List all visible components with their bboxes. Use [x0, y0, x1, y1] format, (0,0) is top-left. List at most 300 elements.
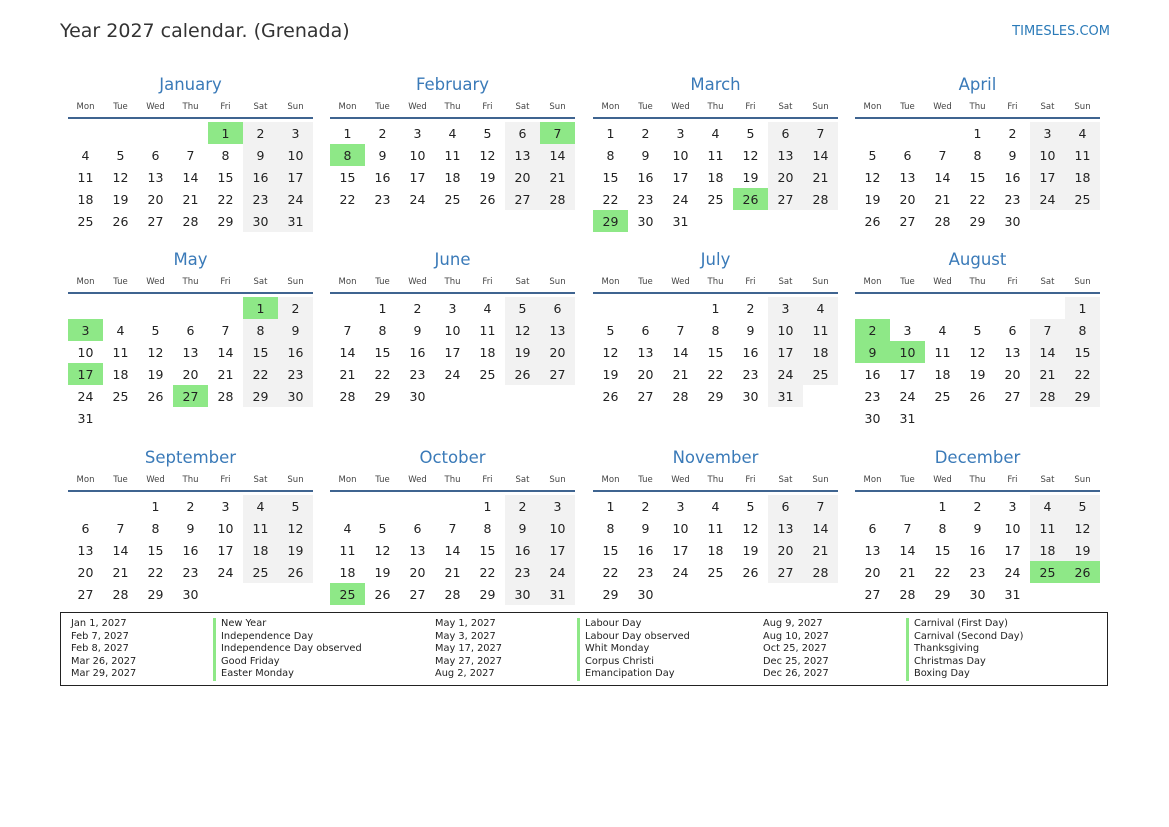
day-cell[interactable]: 30 [505, 583, 540, 605]
day-cell[interactable]: 30 [243, 210, 278, 232]
day-cell[interactable]: 25 [707, 191, 724, 207]
day-cell[interactable]: 31 [672, 213, 689, 229]
day-cell[interactable]: 17 [278, 166, 313, 188]
day-cell[interactable]: 25 [934, 388, 951, 404]
day-cell[interactable]: 31 [540, 583, 575, 605]
day-cell[interactable]: 6 [151, 147, 160, 163]
day-cell[interactable]: 3 [221, 498, 230, 514]
day-cell[interactable]: 8 [1065, 319, 1100, 341]
day-cell[interactable]: 12 [602, 344, 619, 360]
day-cell[interactable]: 11 [77, 169, 94, 185]
day-cell[interactable]: 26 [278, 561, 313, 583]
day-cell[interactable]: 3 [1030, 122, 1065, 144]
day-cell[interactable]: 13 [147, 169, 164, 185]
day-cell[interactable]: 9 [413, 322, 422, 338]
day-cell[interactable]: 4 [81, 147, 90, 163]
day-cell[interactable]: 4 [938, 322, 947, 338]
holiday-day-cell[interactable]: 8 [330, 144, 365, 166]
day-cell[interactable]: 31 [278, 210, 313, 232]
day-cell[interactable]: 25 [707, 564, 724, 580]
day-cell[interactable]: 27 [637, 388, 654, 404]
day-cell[interactable]: 23 [409, 366, 426, 382]
day-cell[interactable]: 24 [1004, 564, 1021, 580]
day-cell[interactable]: 27 [768, 561, 803, 583]
day-cell[interactable]: 25 [1065, 188, 1100, 210]
day-cell[interactable]: 9 [641, 147, 650, 163]
day-cell[interactable]: 15 [969, 169, 986, 185]
day-cell[interactable]: 12 [742, 147, 759, 163]
day-cell[interactable]: 26 [112, 213, 129, 229]
day-cell[interactable]: 28 [444, 586, 461, 602]
day-cell[interactable]: 7 [343, 322, 352, 338]
day-cell[interactable]: 27 [77, 586, 94, 602]
holiday-day-cell[interactable]: 27 [173, 385, 208, 407]
day-cell[interactable]: 4 [343, 520, 352, 536]
day-cell[interactable]: 10 [77, 344, 94, 360]
day-cell[interactable]: 27 [409, 586, 426, 602]
day-cell[interactable]: 12 [112, 169, 129, 185]
day-cell[interactable]: 23 [969, 564, 986, 580]
day-cell[interactable]: 14 [217, 344, 234, 360]
day-cell[interactable]: 19 [147, 366, 164, 382]
day-cell[interactable]: 21 [182, 191, 199, 207]
day-cell[interactable]: 11 [1065, 144, 1100, 166]
day-cell[interactable]: 28 [217, 388, 234, 404]
day-cell[interactable]: 15 [217, 169, 234, 185]
day-cell[interactable]: 10 [217, 520, 234, 536]
holiday-day-cell[interactable]: 26 [1065, 561, 1100, 583]
day-cell[interactable]: 29 [243, 385, 278, 407]
day-cell[interactable]: 19 [602, 366, 619, 382]
day-cell[interactable]: 1 [973, 125, 982, 141]
day-cell[interactable]: 8 [973, 147, 982, 163]
day-cell[interactable]: 13 [182, 344, 199, 360]
day-cell[interactable]: 11 [707, 520, 724, 536]
day-cell[interactable]: 30 [637, 586, 654, 602]
day-cell[interactable]: 21 [803, 539, 838, 561]
day-cell[interactable]: 2 [746, 300, 755, 316]
day-cell[interactable]: 19 [278, 539, 313, 561]
day-cell[interactable]: 25 [77, 213, 94, 229]
day-cell[interactable]: 30 [637, 213, 654, 229]
day-cell[interactable]: 24 [672, 564, 689, 580]
day-cell[interactable]: 16 [505, 539, 540, 561]
day-cell[interactable]: 27 [899, 213, 916, 229]
day-cell[interactable]: 28 [339, 388, 356, 404]
day-cell[interactable]: 29 [1065, 385, 1100, 407]
day-cell[interactable]: 2 [641, 498, 650, 514]
holiday-day-cell[interactable]: 17 [68, 363, 103, 385]
day-cell[interactable]: 23 [1004, 191, 1021, 207]
day-cell[interactable]: 20 [147, 191, 164, 207]
day-cell[interactable]: 12 [147, 344, 164, 360]
day-cell[interactable]: 9 [378, 147, 387, 163]
day-cell[interactable]: 11 [112, 344, 129, 360]
day-cell[interactable]: 20 [77, 564, 94, 580]
day-cell[interactable]: 26 [374, 586, 391, 602]
day-cell[interactable]: 6 [413, 520, 422, 536]
day-cell[interactable]: 5 [746, 125, 755, 141]
holiday-day-cell[interactable]: 2 [855, 319, 890, 341]
day-cell[interactable]: 28 [899, 586, 916, 602]
day-cell[interactable]: 28 [112, 586, 129, 602]
day-cell[interactable]: 17 [1030, 166, 1065, 188]
day-cell[interactable]: 7 [938, 147, 947, 163]
day-cell[interactable]: 2 [1008, 125, 1017, 141]
day-cell[interactable]: 22 [147, 564, 164, 580]
day-cell[interactable]: 28 [803, 188, 838, 210]
day-cell[interactable]: 31 [77, 410, 94, 426]
day-cell[interactable]: 10 [444, 322, 461, 338]
day-cell[interactable]: 9 [243, 144, 278, 166]
day-cell[interactable]: 30 [409, 388, 426, 404]
day-cell[interactable]: 13 [768, 517, 803, 539]
day-cell[interactable]: 30 [969, 586, 986, 602]
day-cell[interactable]: 17 [899, 366, 916, 382]
day-cell[interactable]: 13 [899, 169, 916, 185]
day-cell[interactable]: 11 [339, 542, 356, 558]
day-cell[interactable]: 1 [938, 498, 947, 514]
day-cell[interactable]: 21 [217, 366, 234, 382]
day-cell[interactable]: 17 [768, 341, 803, 363]
day-cell[interactable]: 9 [1008, 147, 1017, 163]
day-cell[interactable]: 10 [672, 520, 689, 536]
day-cell[interactable]: 13 [1004, 344, 1021, 360]
day-cell[interactable]: 18 [803, 341, 838, 363]
day-cell[interactable]: 1 [343, 125, 352, 141]
day-cell[interactable]: 20 [409, 564, 426, 580]
day-cell[interactable]: 19 [112, 191, 129, 207]
day-cell[interactable]: 3 [540, 495, 575, 517]
day-cell[interactable]: 9 [973, 520, 982, 536]
day-cell[interactable]: 24 [672, 191, 689, 207]
day-cell[interactable]: 5 [973, 322, 982, 338]
day-cell[interactable]: 14 [899, 542, 916, 558]
day-cell[interactable]: 27 [768, 188, 803, 210]
day-cell[interactable]: 20 [768, 539, 803, 561]
day-cell[interactable]: 28 [182, 213, 199, 229]
day-cell[interactable]: 9 [186, 520, 195, 536]
day-cell[interactable]: 25 [444, 191, 461, 207]
day-cell[interactable]: 21 [339, 366, 356, 382]
day-cell[interactable]: 20 [505, 166, 540, 188]
day-cell[interactable]: 20 [1004, 366, 1021, 382]
day-cell[interactable]: 19 [742, 542, 759, 558]
day-cell[interactable]: 7 [186, 147, 195, 163]
day-cell[interactable]: 22 [374, 366, 391, 382]
day-cell[interactable]: 11 [803, 319, 838, 341]
day-cell[interactable]: 30 [742, 388, 759, 404]
day-cell[interactable]: 1 [711, 300, 720, 316]
day-cell[interactable]: 25 [112, 388, 129, 404]
day-cell[interactable]: 15 [147, 542, 164, 558]
day-cell[interactable]: 21 [540, 166, 575, 188]
day-cell[interactable]: 6 [1008, 322, 1017, 338]
day-cell[interactable]: 3 [676, 125, 685, 141]
day-cell[interactable]: 2 [243, 122, 278, 144]
day-cell[interactable]: 9 [641, 520, 650, 536]
day-cell[interactable]: 8 [711, 322, 720, 338]
day-cell[interactable]: 23 [864, 388, 881, 404]
day-cell[interactable]: 31 [768, 385, 803, 407]
day-cell[interactable]: 14 [112, 542, 129, 558]
day-cell[interactable]: 24 [409, 191, 426, 207]
day-cell[interactable]: 20 [768, 166, 803, 188]
day-cell[interactable]: 24 [77, 388, 94, 404]
day-cell[interactable]: 23 [374, 191, 391, 207]
day-cell[interactable]: 5 [483, 125, 492, 141]
day-cell[interactable]: 29 [707, 388, 724, 404]
day-cell[interactable]: 23 [505, 561, 540, 583]
day-cell[interactable]: 13 [637, 344, 654, 360]
day-cell[interactable]: 29 [602, 586, 619, 602]
day-cell[interactable]: 7 [221, 322, 230, 338]
day-cell[interactable]: 25 [479, 366, 496, 382]
day-cell[interactable]: 17 [540, 539, 575, 561]
day-cell[interactable]: 2 [973, 498, 982, 514]
day-cell[interactable]: 8 [938, 520, 947, 536]
day-cell[interactable]: 6 [641, 322, 650, 338]
day-cell[interactable]: 16 [243, 166, 278, 188]
day-cell[interactable]: 3 [1008, 498, 1017, 514]
day-cell[interactable]: 16 [742, 344, 759, 360]
day-cell[interactable]: 22 [707, 366, 724, 382]
day-cell[interactable]: 29 [374, 388, 391, 404]
day-cell[interactable]: 2 [278, 297, 313, 319]
day-cell[interactable]: 28 [803, 561, 838, 583]
day-cell[interactable]: 6 [540, 297, 575, 319]
day-cell[interactable]: 30 [182, 586, 199, 602]
day-cell[interactable]: 19 [864, 191, 881, 207]
day-cell[interactable]: 9 [746, 322, 755, 338]
day-cell[interactable]: 3 [448, 300, 457, 316]
day-cell[interactable]: 4 [711, 498, 720, 514]
day-cell[interactable]: 14 [672, 344, 689, 360]
day-cell[interactable]: 21 [672, 366, 689, 382]
day-cell[interactable]: 21 [899, 564, 916, 580]
day-cell[interactable]: 11 [934, 344, 951, 360]
day-cell[interactable]: 18 [707, 169, 724, 185]
day-cell[interactable]: 5 [1065, 495, 1100, 517]
day-cell[interactable]: 14 [540, 144, 575, 166]
day-cell[interactable]: 15 [934, 542, 951, 558]
day-cell[interactable]: 28 [672, 388, 689, 404]
day-cell[interactable]: 16 [969, 542, 986, 558]
day-cell[interactable]: 17 [217, 542, 234, 558]
day-cell[interactable]: 24 [1030, 188, 1065, 210]
day-cell[interactable]: 15 [707, 344, 724, 360]
day-cell[interactable]: 31 [1004, 586, 1021, 602]
day-cell[interactable]: 6 [505, 122, 540, 144]
day-cell[interactable]: 6 [768, 495, 803, 517]
day-cell[interactable]: 14 [803, 144, 838, 166]
day-cell[interactable]: 15 [339, 169, 356, 185]
day-cell[interactable]: 27 [864, 586, 881, 602]
day-cell[interactable]: 9 [505, 517, 540, 539]
day-cell[interactable]: 11 [707, 147, 724, 163]
day-cell[interactable]: 8 [378, 322, 387, 338]
day-cell[interactable]: 11 [479, 322, 496, 338]
day-cell[interactable]: 4 [116, 322, 125, 338]
day-cell[interactable]: 18 [707, 542, 724, 558]
day-cell[interactable]: 11 [243, 517, 278, 539]
day-cell[interactable]: 29 [147, 586, 164, 602]
day-cell[interactable]: 4 [483, 300, 492, 316]
holiday-day-cell[interactable]: 1 [243, 297, 278, 319]
day-cell[interactable]: 20 [182, 366, 199, 382]
day-cell[interactable]: 15 [479, 542, 496, 558]
day-cell[interactable]: 14 [182, 169, 199, 185]
day-cell[interactable]: 6 [768, 122, 803, 144]
day-cell[interactable]: 4 [711, 125, 720, 141]
day-cell[interactable]: 1 [1065, 297, 1100, 319]
day-cell[interactable]: 21 [803, 166, 838, 188]
holiday-day-cell[interactable]: 9 [855, 341, 890, 363]
day-cell[interactable]: 28 [1030, 385, 1065, 407]
day-cell[interactable]: 31 [899, 410, 916, 426]
day-cell[interactable]: 6 [868, 520, 877, 536]
day-cell[interactable]: 26 [479, 191, 496, 207]
day-cell[interactable]: 24 [899, 388, 916, 404]
day-cell[interactable]: 13 [768, 144, 803, 166]
day-cell[interactable]: 7 [448, 520, 457, 536]
day-cell[interactable]: 13 [77, 542, 94, 558]
day-cell[interactable]: 19 [479, 169, 496, 185]
day-cell[interactable]: 20 [899, 191, 916, 207]
day-cell[interactable]: 29 [969, 213, 986, 229]
day-cell[interactable]: 12 [505, 319, 540, 341]
day-cell[interactable]: 6 [81, 520, 90, 536]
day-cell[interactable]: 23 [243, 188, 278, 210]
day-cell[interactable]: 7 [676, 322, 685, 338]
day-cell[interactable]: 26 [602, 388, 619, 404]
day-cell[interactable]: 6 [903, 147, 912, 163]
day-cell[interactable]: 21 [112, 564, 129, 580]
day-cell[interactable]: 8 [221, 147, 230, 163]
day-cell[interactable]: 8 [243, 319, 278, 341]
day-cell[interactable]: 7 [116, 520, 125, 536]
day-cell[interactable]: 12 [1065, 517, 1100, 539]
day-cell[interactable]: 22 [934, 564, 951, 580]
day-cell[interactable]: 12 [479, 147, 496, 163]
day-cell[interactable]: 21 [1030, 363, 1065, 385]
day-cell[interactable]: 13 [505, 144, 540, 166]
day-cell[interactable]: 22 [479, 564, 496, 580]
day-cell[interactable]: 15 [1065, 341, 1100, 363]
day-cell[interactable]: 4 [803, 297, 838, 319]
day-cell[interactable]: 1 [606, 125, 615, 141]
day-cell[interactable]: 22 [969, 191, 986, 207]
day-cell[interactable]: 17 [409, 169, 426, 185]
day-cell[interactable]: 26 [147, 388, 164, 404]
day-cell[interactable]: 26 [742, 564, 759, 580]
day-cell[interactable]: 5 [746, 498, 755, 514]
day-cell[interactable]: 22 [243, 363, 278, 385]
day-cell[interactable]: 15 [243, 341, 278, 363]
day-cell[interactable]: 14 [803, 517, 838, 539]
day-cell[interactable]: 14 [934, 169, 951, 185]
day-cell[interactable]: 18 [1030, 539, 1065, 561]
day-cell[interactable]: 19 [374, 564, 391, 580]
day-cell[interactable]: 28 [934, 213, 951, 229]
holiday-day-cell[interactable]: 26 [733, 188, 768, 210]
day-cell[interactable]: 3 [768, 297, 803, 319]
day-cell[interactable]: 7 [903, 520, 912, 536]
day-cell[interactable]: 12 [278, 517, 313, 539]
day-cell[interactable]: 25 [803, 363, 838, 385]
day-cell[interactable]: 26 [864, 213, 881, 229]
day-cell[interactable]: 4 [243, 495, 278, 517]
day-cell[interactable]: 12 [864, 169, 881, 185]
day-cell[interactable]: 16 [637, 542, 654, 558]
day-cell[interactable]: 10 [409, 147, 426, 163]
day-cell[interactable]: 2 [641, 125, 650, 141]
brand-link[interactable]: TIMESLES.COM [1012, 24, 1110, 39]
day-cell[interactable]: 24 [540, 561, 575, 583]
day-cell[interactable]: 7 [1030, 319, 1065, 341]
day-cell[interactable]: 19 [1065, 539, 1100, 561]
holiday-day-cell[interactable]: 25 [330, 583, 365, 605]
day-cell[interactable]: 20 [637, 366, 654, 382]
day-cell[interactable]: 4 [1065, 122, 1100, 144]
day-cell[interactable]: 17 [444, 344, 461, 360]
day-cell[interactable]: 2 [413, 300, 422, 316]
day-cell[interactable]: 22 [339, 191, 356, 207]
day-cell[interactable]: 20 [864, 564, 881, 580]
day-cell[interactable]: 12 [374, 542, 391, 558]
day-cell[interactable]: 27 [505, 188, 540, 210]
day-cell[interactable]: 3 [413, 125, 422, 141]
day-cell[interactable]: 30 [278, 385, 313, 407]
day-cell[interactable]: 8 [151, 520, 160, 536]
day-cell[interactable]: 1 [483, 498, 492, 514]
day-cell[interactable]: 18 [339, 564, 356, 580]
day-cell[interactable]: 10 [278, 144, 313, 166]
day-cell[interactable]: 13 [409, 542, 426, 558]
day-cell[interactable]: 6 [186, 322, 195, 338]
day-cell[interactable]: 24 [444, 366, 461, 382]
day-cell[interactable]: 25 [243, 561, 278, 583]
day-cell[interactable]: 5 [278, 495, 313, 517]
day-cell[interactable]: 13 [540, 319, 575, 341]
day-cell[interactable]: 23 [182, 564, 199, 580]
day-cell[interactable]: 2 [505, 495, 540, 517]
day-cell[interactable]: 9 [278, 319, 313, 341]
day-cell[interactable]: 28 [540, 188, 575, 210]
day-cell[interactable]: 19 [505, 341, 540, 363]
day-cell[interactable]: 14 [1030, 341, 1065, 363]
day-cell[interactable]: 17 [672, 169, 689, 185]
day-cell[interactable]: 5 [505, 297, 540, 319]
day-cell[interactable]: 4 [448, 125, 457, 141]
day-cell[interactable]: 22 [1065, 363, 1100, 385]
day-cell[interactable]: 18 [479, 344, 496, 360]
day-cell[interactable]: 5 [378, 520, 387, 536]
day-cell[interactable]: 24 [768, 363, 803, 385]
day-cell[interactable]: 18 [444, 169, 461, 185]
day-cell[interactable]: 26 [969, 388, 986, 404]
day-cell[interactable]: 12 [969, 344, 986, 360]
day-cell[interactable]: 20 [540, 341, 575, 363]
day-cell[interactable]: 13 [864, 542, 881, 558]
day-cell[interactable]: 29 [479, 586, 496, 602]
day-cell[interactable]: 4 [1030, 495, 1065, 517]
day-cell[interactable]: 27 [540, 363, 575, 385]
day-cell[interactable]: 10 [768, 319, 803, 341]
day-cell[interactable]: 24 [217, 564, 234, 580]
holiday-day-cell[interactable]: 25 [1030, 561, 1065, 583]
day-cell[interactable]: 3 [278, 122, 313, 144]
